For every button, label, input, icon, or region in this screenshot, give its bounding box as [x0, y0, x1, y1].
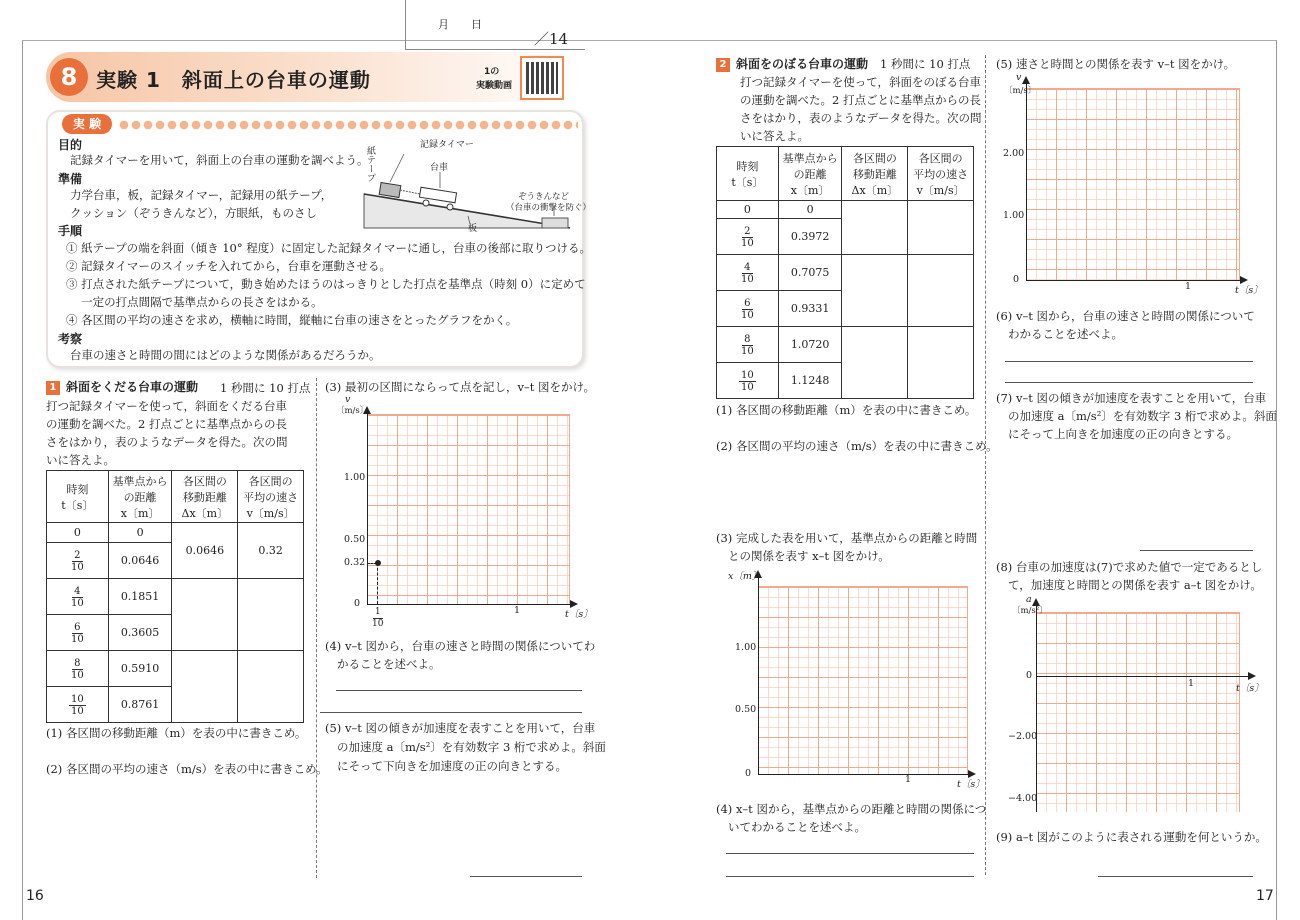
- s2-q6-answer-line-2[interactable]: [1005, 382, 1253, 383]
- s2-at-x-axis: [1036, 676, 1250, 677]
- s2-xt-t-label: t〔s〕: [957, 779, 985, 790]
- left-page-border: [22, 40, 23, 920]
- s2-data-table: [716, 146, 974, 399]
- s2-q3-line1: (3) 完成した表を用いて，基準点からの距離と時間: [716, 531, 978, 545]
- chapter-title: 実験 1 斜面上の台車の運動: [96, 68, 371, 92]
- step-3: ③ 打点された紙テープについて，動き始めたほうのはっきりとした打点を基準点（時刻 0）に定めて: [66, 277, 586, 291]
- table-row: $\frac{6}{10}$ 0.3605: [47, 615, 304, 651]
- video-label: 実験動画: [476, 81, 513, 91]
- purpose-heading: 目的: [58, 138, 83, 152]
- qr-code-icon[interactable]: [520, 56, 564, 100]
- table-row: $\frac{2}{10}$ 0.0646: [47, 543, 304, 579]
- s2-intro-5: いに答えよ。: [740, 129, 809, 143]
- s1-q2: (2) 各区間の平均の速さ（m/s）を表の中に書きこめ。: [46, 762, 328, 776]
- s2-vt-v-unit: 〔m/s〕: [1004, 86, 1037, 96]
- s1-q4-answer-line[interactable]: [336, 690, 582, 691]
- s2-vt-v-label: v: [1016, 72, 1022, 83]
- s2-q6-line1: (6) v–t 図から，台車の速さと時間の関係について: [996, 309, 1255, 323]
- answer-cell[interactable]: [842, 255, 908, 327]
- step-1: ① 紙テープの端を斜面（傾き 10° 程度）に固定した記録タイマーに通し，台車の後部に取りつける。: [66, 241, 592, 255]
- s1-vt-graph-grid[interactable]: [367, 414, 570, 604]
- s2-xt-y-label: x〔m〕: [728, 571, 762, 582]
- s1-q5-answer-line[interactable]: [470, 876, 582, 877]
- s1-q5-line1: (5) v–t 図の傾きが加速度を表すことを用いて，台車: [325, 721, 596, 735]
- s2-col-distance: 基準点から の距離 x〔m〕: [778, 147, 842, 201]
- s2-vt-y-axis: [1026, 82, 1027, 280]
- s1-q5-line3: にそって下向きを加速度の正の向きとする。: [337, 759, 567, 773]
- s1-q5-line2: の加速度 a〔m/s²〕を有効数字 3 桁で求めよ。斜面: [337, 740, 606, 754]
- consider-heading: 考察: [58, 332, 83, 346]
- top-rule: [22, 40, 1276, 41]
- s1-tick-0: 0: [354, 598, 361, 609]
- s2-q2: (2) 各区間の平均の速さ（m/s）を表の中に書きこめ。: [716, 439, 998, 453]
- date-box: [405, 0, 585, 50]
- table-row: $\frac{8}{10}$ 0.5910: [47, 651, 304, 687]
- fig-tape-label: 紙テープ: [365, 146, 375, 182]
- s2-vt-x-axis: [1026, 280, 1242, 281]
- s1-x-axis: [367, 604, 573, 605]
- s1-heading: [46, 378, 198, 395]
- s1-col-time: 時刻 t〔s〕: [47, 471, 109, 523]
- s1-y-axis: [367, 412, 368, 604]
- answer-cell[interactable]: [908, 201, 974, 255]
- s1-q1: (1) 各区間の移動距離（m）を表の中に書きこめ。: [46, 726, 307, 740]
- s2-at-t-label: t〔s〕: [1236, 683, 1264, 694]
- s2-at-a-unit: 〔m/s²〕: [1012, 606, 1048, 616]
- s1-data-table: [46, 470, 304, 723]
- score: ／14: [534, 30, 569, 48]
- answer-cell[interactable]: [172, 651, 238, 723]
- s2-vt-t-label: t〔s〕: [1235, 285, 1263, 296]
- s2-col-time: 時刻 t〔s〕: [717, 147, 779, 201]
- s1-tick-0.50: 0.50: [344, 534, 366, 545]
- table-row: $\frac{4}{10}$ 0.1851: [47, 579, 304, 615]
- s2-xt-tick-0.50: 0.50: [735, 704, 757, 715]
- right-page-border: [1276, 40, 1277, 920]
- video-badge: 1の: [484, 67, 500, 77]
- s2-xt-tick-1.00: 1.00: [735, 642, 757, 653]
- s1-t-label: t〔s〕: [565, 609, 593, 620]
- s2-xt-tick-0: 0: [745, 768, 752, 779]
- fig-board-label: 板: [468, 224, 478, 234]
- s2-vt-graph-grid[interactable]: [1026, 88, 1240, 280]
- s2-intro-2: 打つ記録タイマーを使って，斜面をのぼる台車: [740, 75, 982, 89]
- s2-at-tick-neg4: −4.00: [1008, 793, 1038, 804]
- fig-cushion-label-2: （台車の衝撃を防ぐ）: [506, 203, 592, 213]
- s1-q4-line2: かることを述べよ。: [337, 657, 441, 671]
- s2-at-x-arrow: [1248, 672, 1256, 680]
- table-row: $\frac{4}{10}$ 0.7075: [717, 255, 974, 291]
- s2-q4-answer-line[interactable]: [726, 853, 974, 854]
- s2-q6-answer-line[interactable]: [1005, 361, 1253, 362]
- s2-at-tick-neg2: −2.00: [1008, 731, 1038, 742]
- s1-number: 1: [46, 381, 60, 395]
- right-column-divider: [985, 55, 986, 875]
- s2-intro-3: の運動を調べた。2 打点ごとに基準点からの長: [740, 93, 981, 107]
- s1-col-v: 各区間の 平均の速さ v〔m/s〕: [238, 471, 304, 523]
- s1-intro-2: 打つ記録タイマーを使って，斜面をくだる台車: [46, 399, 288, 413]
- experiment-tag: 実 験: [62, 114, 112, 134]
- table-row: 0 0 0.0646 0.32: [47, 523, 304, 543]
- s1-point-guide-h: [367, 563, 377, 564]
- column-divider: [316, 378, 317, 878]
- s1-title: 斜面をくだる台車の運動: [66, 380, 199, 394]
- s2-q8-line2: て，加速度と時間との関係を表す a–t 図をかけ。: [1008, 578, 1262, 592]
- answer-cell[interactable]: [238, 651, 304, 723]
- procedure-heading: 手順: [58, 224, 83, 238]
- s1-point-guide-v: [377, 563, 378, 604]
- s1-col-dx: 各区間の 移動距離 Δx〔m〕: [172, 471, 238, 523]
- chapter-number: 8: [50, 58, 88, 96]
- s1-q4-answer-line-2[interactable]: [320, 712, 582, 713]
- s1-intro-3: の運動を調べた。2 打点ごとに基準点からの長: [46, 417, 287, 431]
- s2-q1: (1) 各区間の移動距離（m）を表の中に書きこめ。: [716, 403, 977, 417]
- s2-q3-line2: との関係を表す x–t 図をかけ。: [728, 549, 890, 563]
- s1-tick-1-10: $\frac{1}{10}$: [372, 607, 384, 629]
- table-row: 0 0: [717, 201, 974, 219]
- s1-tick-0.32: 0.32: [344, 557, 366, 568]
- s2-vt-tick-1.00: 1.00: [1003, 210, 1025, 221]
- s2-q7-line2: の加速度 a〔m/s²〕を有効数字 3 桁で求めよ。斜面: [1008, 409, 1277, 423]
- s2-q7-line3: にそって上向きを加速度の正の向きとする。: [1008, 427, 1238, 441]
- s2-number: 2: [716, 58, 730, 72]
- right-page-number: 17: [1256, 888, 1274, 904]
- table-row: $\frac{8}{10}$ 1.0720: [717, 327, 974, 363]
- answer-cell[interactable]: [238, 579, 304, 651]
- s1-col-distance: 基準点から の距離 x〔m〕: [108, 471, 172, 523]
- s1-q4-line1: (4) v–t 図から，台車の速さと時間の関係についてわ: [325, 639, 596, 653]
- prep-text-2: クッション（ぞうきんなど），方眼紙，ものさし: [70, 206, 318, 220]
- table-row: $\frac{10}{10}$ 0.8761: [47, 687, 304, 723]
- purpose-text: 記録タイマーを用いて，斜面上の台車の運動を調べよう。: [70, 153, 369, 167]
- s2-q7-line1: (7) v–t 図の傾きが加速度を表すことを用いて，台車: [996, 391, 1267, 405]
- s2-intro-1: 1 秒間に 10 打点: [880, 57, 971, 71]
- prep-text-1: 力学台車，板，記録タイマー，記録用の紙テープ，: [70, 188, 333, 202]
- s2-col-dx: 各区間の 移動距離 Δx〔m〕: [842, 147, 908, 201]
- s1-tick-1.00: 1.00: [344, 472, 366, 483]
- s2-q7-answer-line[interactable]: [1140, 550, 1253, 551]
- fig-cart-label: 台車: [430, 163, 449, 173]
- answer-cell[interactable]: [842, 327, 908, 399]
- s2-q6-line2: わかることを述べよ。: [1008, 327, 1123, 341]
- s2-q5: (5) 速さと時間との関係を表す v–t 図をかけ。: [996, 57, 1236, 71]
- s2-xt-graph-grid[interactable]: [758, 586, 968, 774]
- fig-cushion-label-1: ぞうきんなど: [518, 192, 570, 202]
- s2-q9: (9) a–t 図がこのように表される運動を何というか。: [996, 830, 1267, 844]
- s1-v-1: 0.32: [238, 523, 304, 579]
- s2-vt-tick-x1: 1: [1185, 281, 1192, 292]
- s2-xt-x-axis: [758, 774, 970, 775]
- s2-xt-tick-x1: 1: [905, 774, 912, 785]
- table-row: $\frac{2}{10}$ 0.3972: [717, 219, 974, 255]
- table-row: $\frac{10}{10}$ 1.1248: [717, 363, 974, 399]
- s2-at-tick-x1: 1: [1188, 678, 1195, 689]
- s2-at-a-label: a: [1026, 594, 1032, 605]
- s1-intro-5: いに答えよ。: [46, 453, 115, 467]
- answer-cell[interactable]: [172, 579, 238, 651]
- s1-v-unit: 〔m/s〕: [336, 406, 369, 416]
- s1-intro-1: 1 秒間に 10 打点: [220, 381, 311, 395]
- s2-q4-line1: (4) x–t 図から，基準点からの距離と時間の関係につ: [716, 802, 987, 816]
- s2-at-graph-grid[interactable]: [1036, 612, 1240, 812]
- s2-vt-tick-2.00: 2.00: [1003, 148, 1025, 159]
- answer-cell[interactable]: [842, 201, 908, 255]
- s1-v-label: v: [345, 394, 351, 405]
- table-row: $\frac{6}{10}$ 0.9331: [717, 291, 974, 327]
- month-day: 月 日: [438, 18, 482, 31]
- answer-cell[interactable]: [908, 327, 974, 399]
- s1-intro-4: さをはかり，表のようなデータを得た。次の問: [46, 435, 288, 449]
- s2-col-v: 各区間の 平均の速さ v〔m/s〕: [908, 147, 974, 201]
- left-page-number: 16: [26, 888, 44, 904]
- s2-vt-y-arrow: [1022, 76, 1030, 84]
- step-4: ④ 各区間の平均の速さを求め，横軸に時間，縦軸に台車の速さをとったグラフをかく。: [66, 313, 518, 327]
- s2-q8-line1: (8) 台車の加速度は(7)で求めた値で一定であるとし: [996, 560, 1263, 574]
- s2-at-y-axis: [1036, 604, 1037, 812]
- s2-title: 斜面をのぼる台車の運動: [736, 57, 869, 71]
- step-2: ② 記録タイマーのスイッチを入れてから，台車を運動させる。: [66, 259, 391, 273]
- s2-q9-answer-line[interactable]: [1098, 876, 1253, 877]
- s1-tick-x1: 1: [514, 605, 521, 616]
- s2-vt-tick-0: 0: [1013, 274, 1020, 285]
- dot-divider: [118, 119, 578, 131]
- s2-xt-y-axis: [758, 576, 759, 774]
- s2-intro-4: さをはかり，表のようなデータを得た。次の問: [740, 111, 982, 125]
- fig-timer-label: 記録タイマー: [420, 140, 474, 150]
- s2-q4-answer-line-2[interactable]: [726, 876, 974, 877]
- s2-heading: [716, 55, 868, 72]
- consider-text: 台車の速さと時間の間にはどのような関係があるだろうか。: [70, 348, 381, 362]
- answer-cell[interactable]: [908, 255, 974, 327]
- s2-q4-line2: いてわかることを述べよ。: [728, 820, 866, 834]
- s1-q3: (3) 最初の区間にならって点を記し，v–t 図をかけ。: [325, 380, 596, 394]
- s1-dx-1: 0.0646: [172, 523, 238, 579]
- step-3-cont: 一定の打点間隔で基準点からの長さをはかる。: [66, 295, 323, 309]
- s2-at-tick-0: 0: [1026, 670, 1033, 681]
- prep-heading: 準備: [58, 172, 83, 186]
